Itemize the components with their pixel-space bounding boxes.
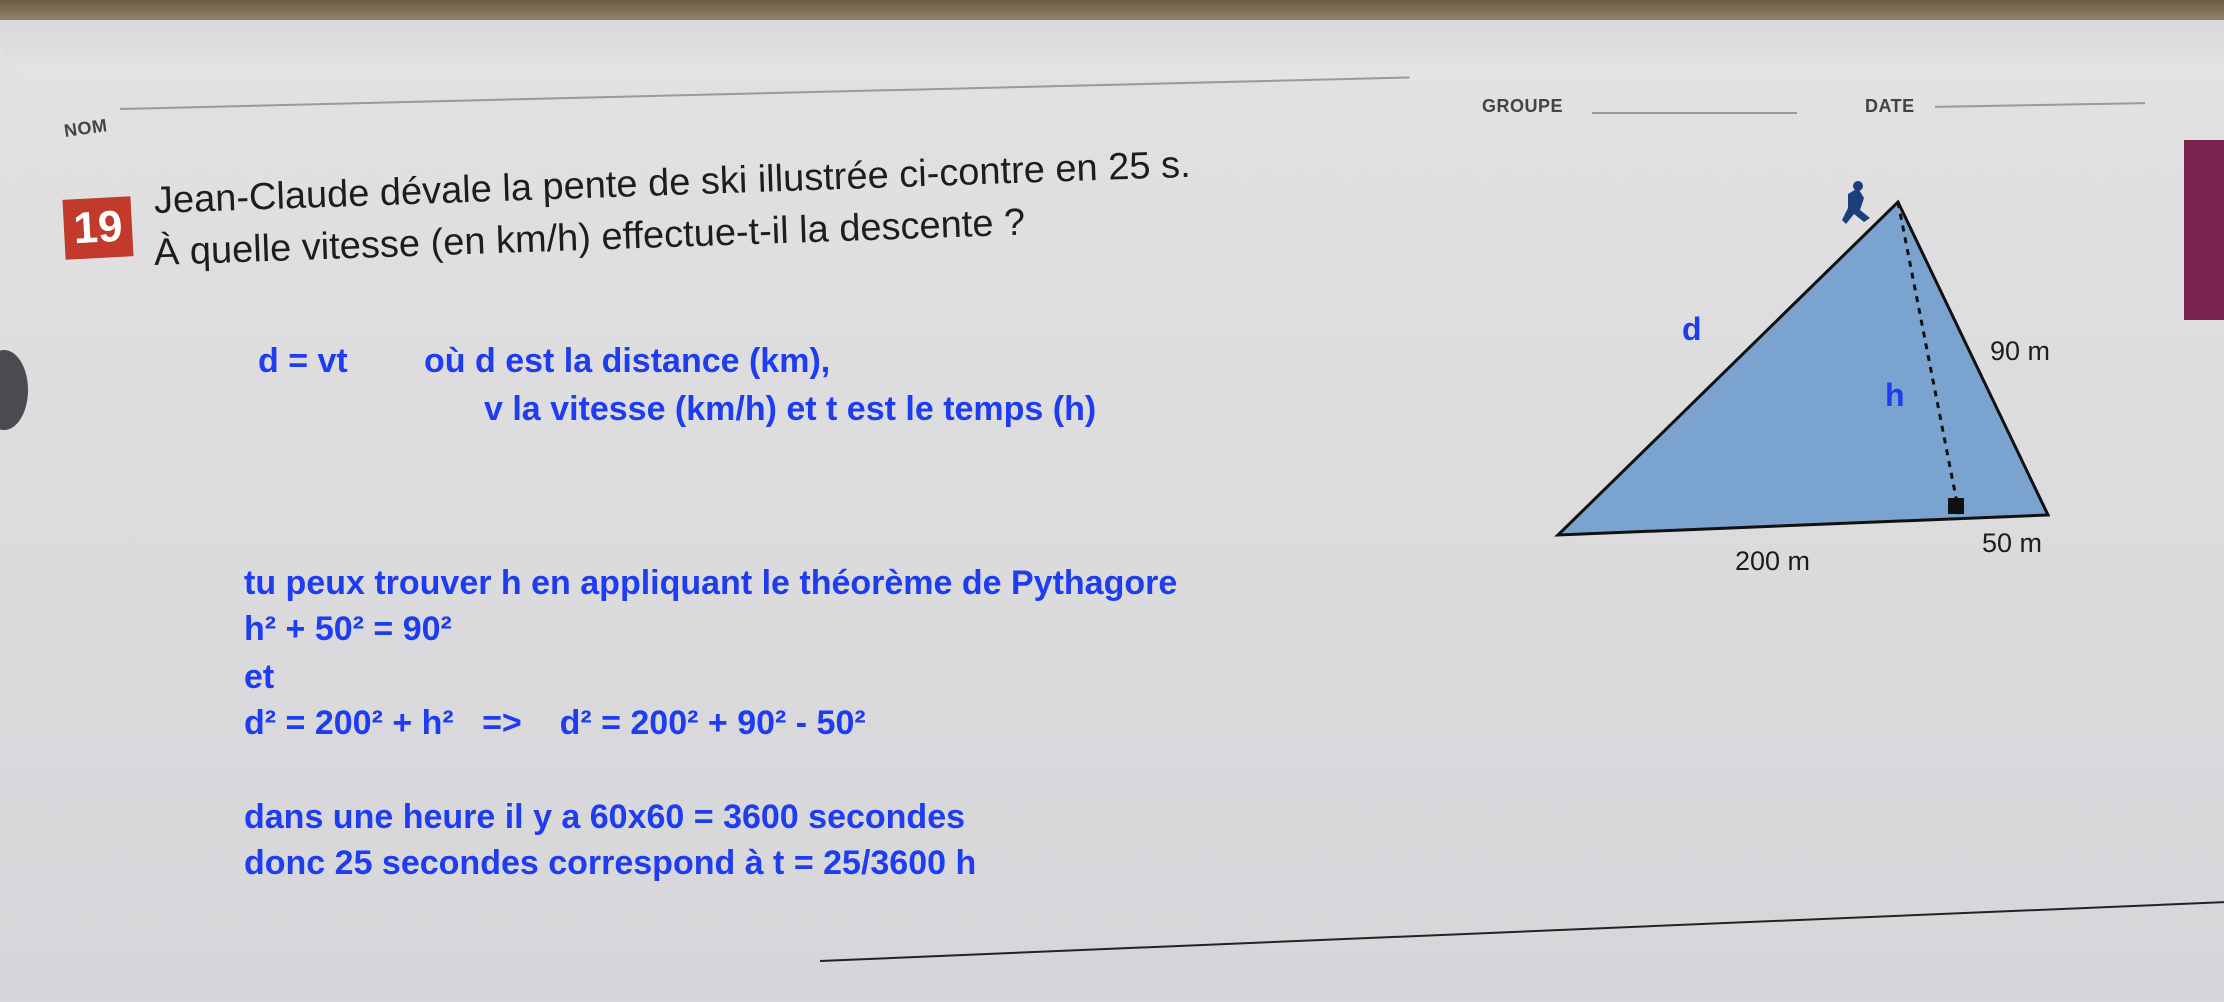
page-tab-edge bbox=[2184, 140, 2224, 320]
time-line-2: donc 25 secondes correspond à t = 25/3600 h bbox=[244, 844, 977, 882]
ski-slope-diagram bbox=[1540, 180, 2080, 580]
label-d: d bbox=[1682, 311, 1702, 347]
label-90m: 90 m bbox=[1990, 336, 2051, 366]
groupe-line bbox=[1592, 112, 1797, 114]
equation-2: d² = 200² + h² => d² = 200² + 90² - 50² bbox=[244, 704, 866, 742]
problem-number-badge: 19 bbox=[62, 196, 133, 259]
problem-statement-line2: À quelle vitesse (en km/h) effectue-t-il la descente ? bbox=[153, 201, 1026, 274]
time-line-1: dans une heure il y a 60x60 = 3600 secondes bbox=[244, 798, 966, 836]
nom-line bbox=[120, 76, 1410, 110]
pythagore-intro: tu peux trouver h en appliquant le théorème de Pythagore bbox=[244, 564, 1178, 602]
conjunction-et: et bbox=[244, 658, 275, 696]
page-edge bbox=[0, 20, 2224, 80]
page-bottom-rule bbox=[820, 901, 2224, 962]
equation-1: h² + 50² = 90² bbox=[244, 610, 452, 648]
label-50m: 50 m bbox=[1982, 528, 2043, 558]
nom-label: NOM bbox=[62, 115, 109, 141]
right-angle-marker bbox=[1948, 498, 1964, 514]
binder-hole bbox=[0, 350, 28, 430]
date-label: DATE bbox=[1865, 96, 1915, 116]
problem-statement-line1: Jean-Claude dévale la pente de ski illustrée ci-contre en 25 s. bbox=[153, 143, 1192, 222]
formula-description-2: v la vitesse (km/h) et t est le temps (h) bbox=[484, 390, 1097, 428]
skier-icon bbox=[1842, 181, 1870, 224]
label-200m: 200 m bbox=[1735, 546, 1811, 576]
date-line bbox=[1935, 102, 2145, 108]
formula: d = vt bbox=[258, 342, 348, 380]
slope-triangle bbox=[1558, 202, 2051, 535]
groupe-label: GROUPE bbox=[1482, 96, 1564, 116]
formula-description-1: où d est la distance (km), bbox=[424, 342, 831, 380]
label-h: h bbox=[1885, 377, 1905, 413]
